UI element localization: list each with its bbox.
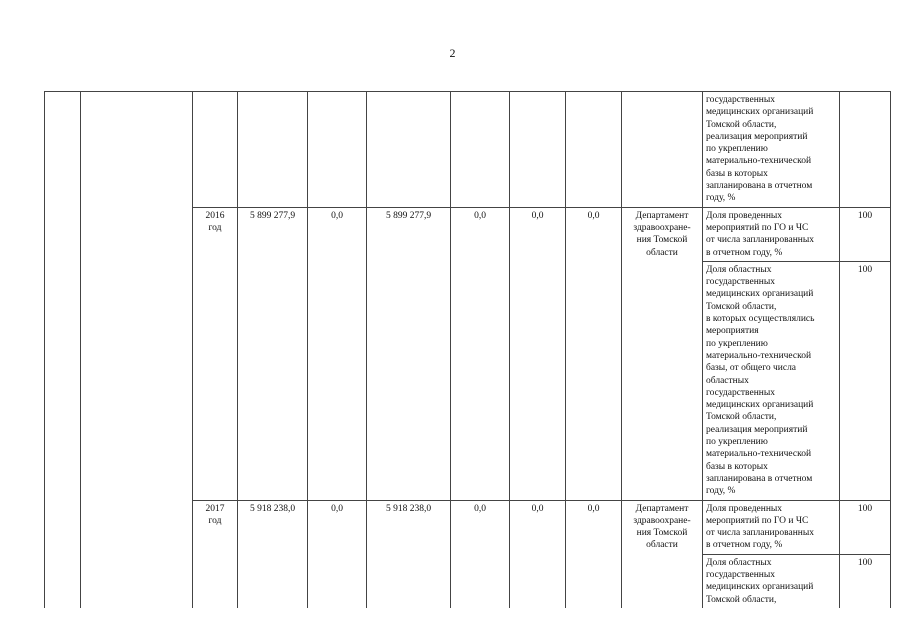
total-cell: 5 899 277,9	[238, 207, 308, 500]
total-cell	[238, 92, 308, 208]
year-cell	[193, 92, 238, 208]
program-table	[44, 91, 891, 608]
number-cell	[45, 92, 81, 608]
table-row	[45, 92, 891, 208]
indicator-value-cell: 100	[840, 500, 891, 554]
other-cell	[566, 92, 622, 208]
extra-cell	[510, 92, 566, 208]
regional-cell	[367, 92, 451, 208]
indicator-name-cell: государственных медицинских организаций Томской области, реализация мероприятий по укреплению материально-технической базы в которых запланирована в отчетном году, %	[703, 92, 840, 208]
extra-cell: 0,0	[510, 500, 566, 608]
total-cell: 5 918 238,0	[238, 500, 308, 608]
local-cell: 0,0	[451, 500, 510, 608]
regional-cell: 5 899 277,9	[367, 207, 451, 500]
local-cell	[451, 92, 510, 208]
federal-cell	[308, 92, 367, 208]
indicator-value-cell: 100	[840, 207, 891, 261]
federal-cell: 0,0	[308, 500, 367, 608]
executor-cell: Департамент здравоохране- ния Томской области	[622, 207, 703, 500]
indicator-value-cell: 100	[840, 261, 891, 500]
regional-cell: 5 918 238,0	[367, 500, 451, 608]
local-cell: 0,0	[451, 207, 510, 500]
indicator-name-cell: Доля областных государственных медицинских организаций Томской области,	[703, 554, 840, 608]
executor-cell: Департамент здравоохране- ния Томской области	[622, 500, 703, 608]
page-number: 2	[449, 46, 456, 60]
year-cell: 2017 год	[193, 500, 238, 608]
extra-cell: 0,0	[510, 207, 566, 500]
federal-cell: 0,0	[308, 207, 367, 500]
executor-cell	[622, 92, 703, 208]
name-cell	[81, 92, 193, 608]
year-cell: 2016 год	[193, 207, 238, 500]
indicator-value-cell	[840, 92, 891, 208]
indicator-name-cell: Доля проведенных мероприятий по ГО и ЧС от числа запланированных в отчетном году, %	[703, 500, 840, 554]
other-cell: 0,0	[566, 207, 622, 500]
indicator-name-cell: Доля проведенных мероприятий по ГО и ЧС от числа запланированных в отчетном году, %	[703, 207, 840, 261]
indicator-name-cell: Доля областных государственных медицинских организаций Томской области, в которых осуществлялись мероприятия по укреплению материально-технической базы, от общего числа областных государственных медицинских организаций Томской области, реализация мероприятий по укреплению материально-технической базы в которых запланирована в отчетном году, %	[703, 261, 840, 500]
indicator-value-cell: 100	[840, 554, 891, 608]
other-cell: 0,0	[566, 500, 622, 608]
